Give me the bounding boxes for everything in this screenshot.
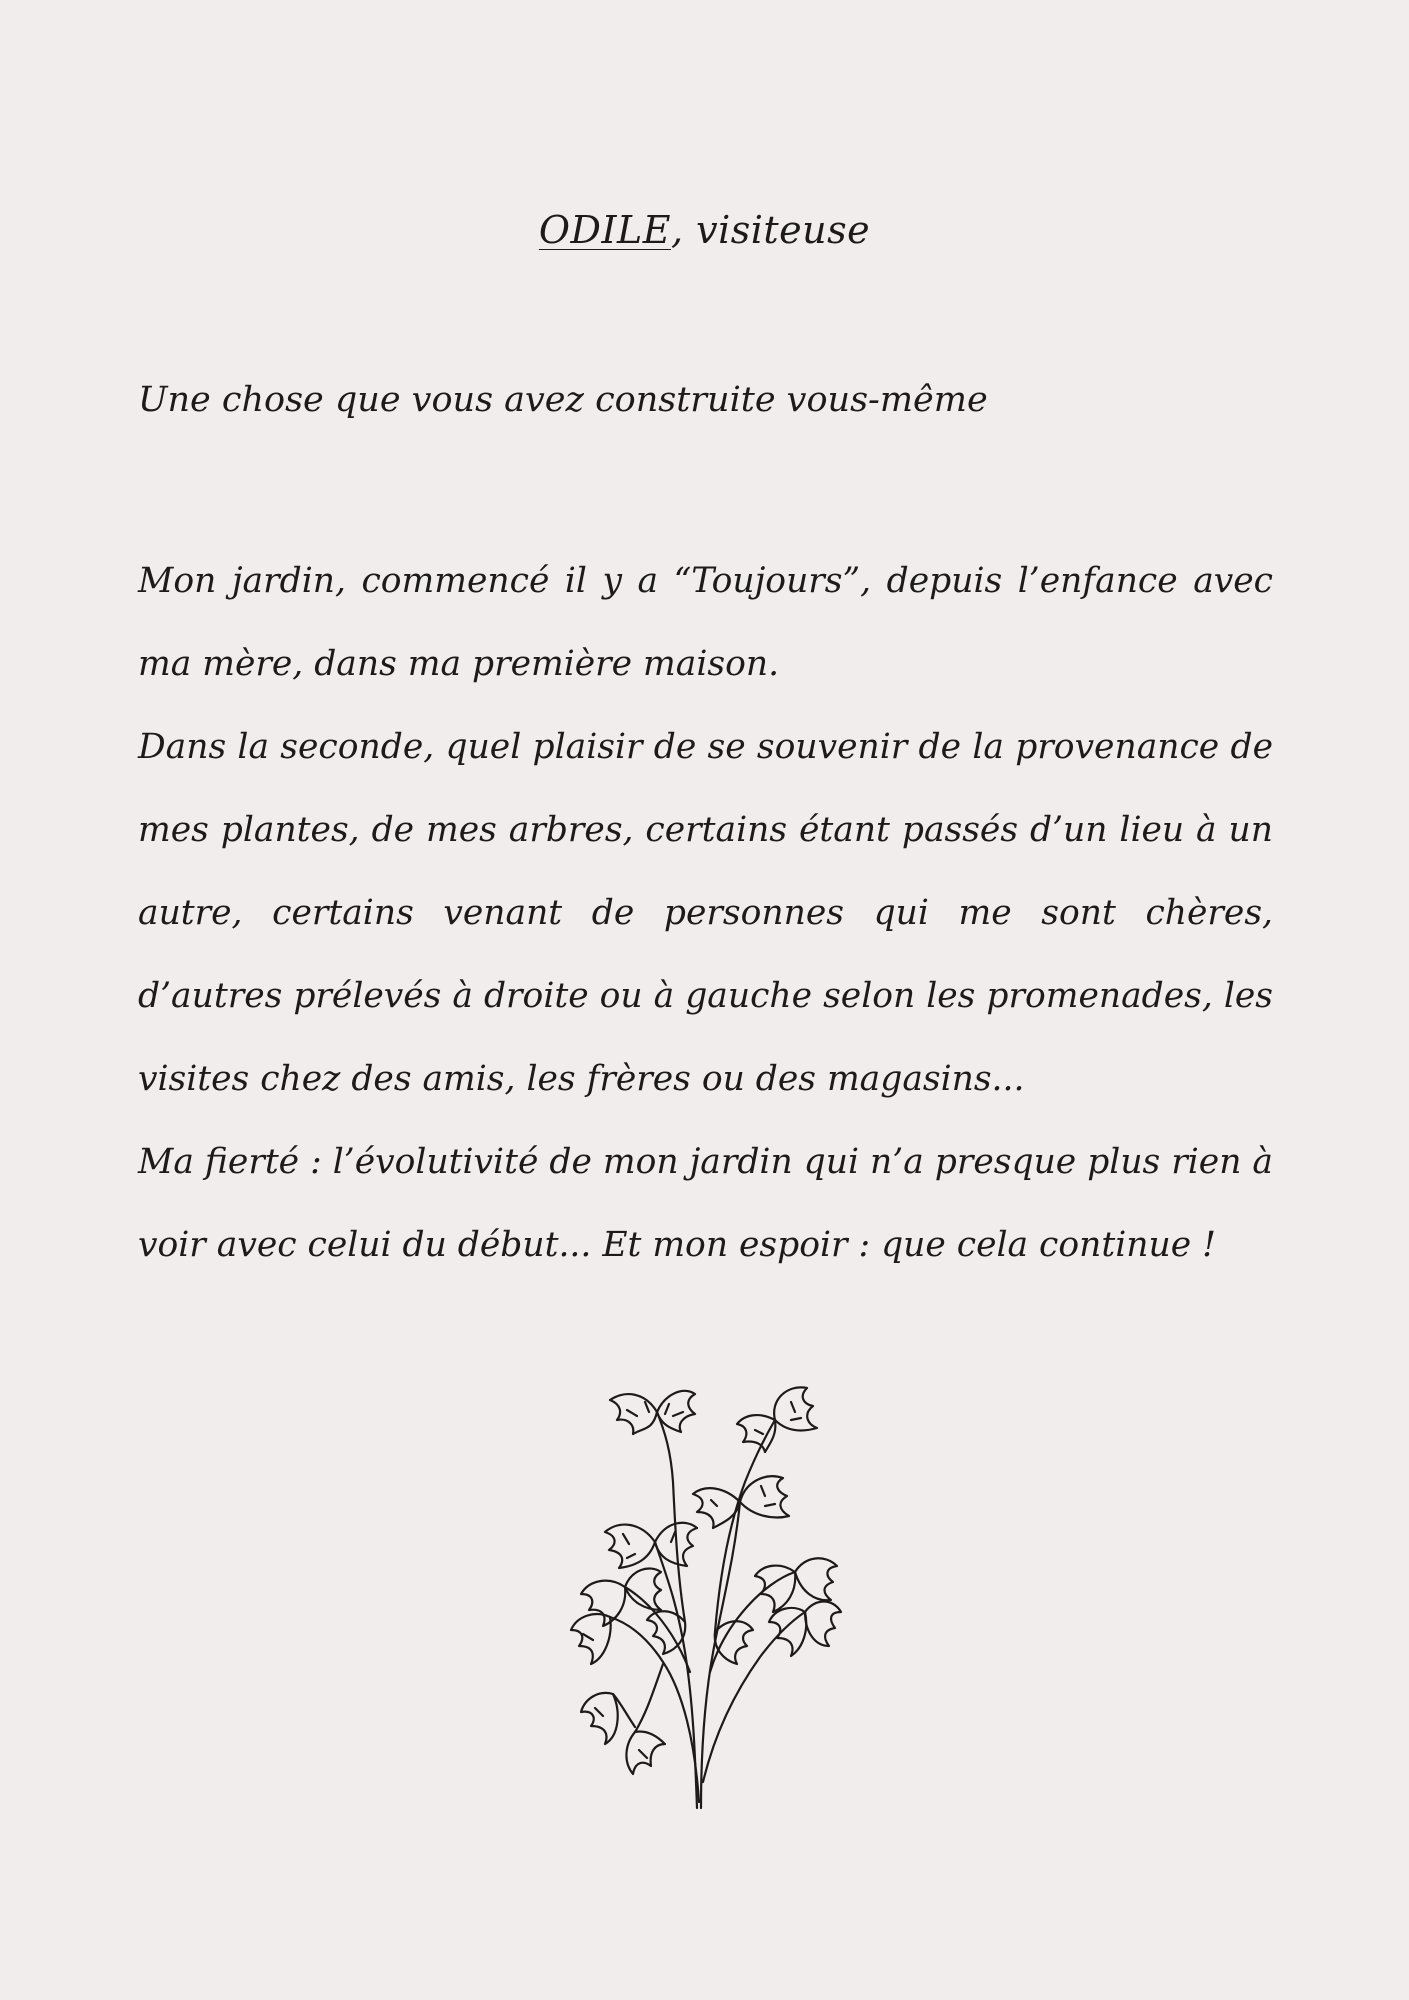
paragraph-1: Mon jardin, commencé il y a “Toujours”, depuis l’enfance avec ma mère, dans ma première maison. bbox=[138, 561, 1273, 684]
page-title bbox=[0, 208, 1409, 252]
paragraph-2: Dans la seconde, quel plaisir de se souvenir de la provenance de mes plantes, de mes arbres, certains étant passés d’un lieu à un autre, certains venant de personnes qui me sont chères, d’autres prélevés à droite ou à gauche selon les promenades, les visites chez des amis, les frères ou des magasins... bbox=[138, 727, 1273, 1099]
author-name: ODILE bbox=[538, 208, 671, 252]
testimony-body bbox=[138, 540, 1273, 1287]
author-role: , visiteuse bbox=[670, 208, 871, 252]
parsley-sprig-icon bbox=[565, 1372, 845, 1812]
paragraph-3: Ma fierté : l’évolutivité de mon jardin qui n’a presque plus rien à voir avec celui du début... Et mon espoir : que cela continue ! bbox=[138, 1142, 1273, 1265]
question-prompt: Une chose que vous avez construite vous-même bbox=[138, 380, 988, 420]
